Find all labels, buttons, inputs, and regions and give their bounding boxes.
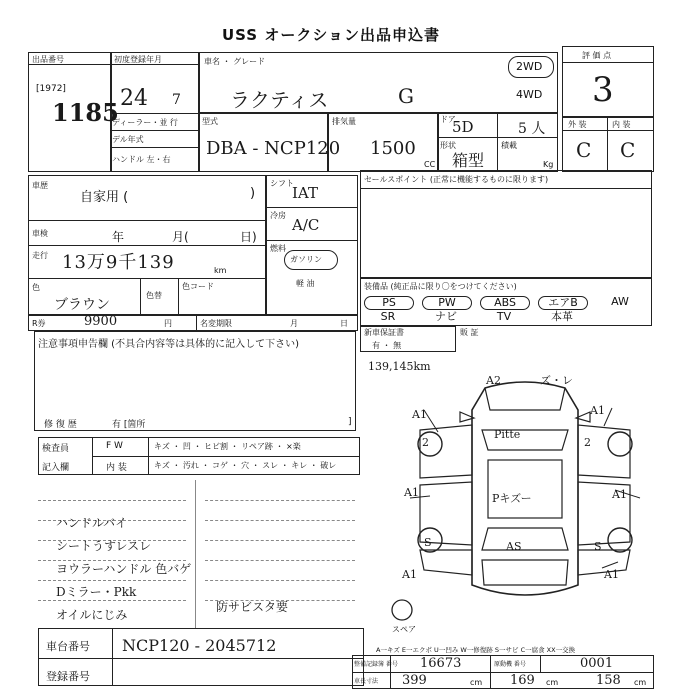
vehicle-name-label: 車名 ・ グレード — [204, 57, 266, 66]
diagram-damage-label: A1 — [604, 568, 619, 581]
fuel-gas: ガソリン — [290, 255, 322, 264]
fuel-light: 軽 油 — [296, 279, 315, 288]
diagram-damage-label: A1 — [412, 408, 427, 421]
interior-label: 内 装 — [612, 120, 631, 129]
width-value: 169 — [510, 673, 535, 688]
header-title: USS オークション出品申込書 — [222, 26, 441, 44]
inspection-label: 車検 — [32, 229, 48, 238]
memo-left-item: ヨウラーハンドル 色バゲ — [56, 562, 192, 576]
equipment-item: 本革 — [551, 310, 573, 323]
history-close: ) — [250, 186, 256, 201]
inspector-label-top: 検査員 — [42, 444, 70, 454]
term-month: 月 — [290, 319, 298, 328]
inspector-interior-label: 内 装 — [106, 463, 127, 473]
score-label: 評 価 点 — [582, 51, 612, 60]
color-value: ブラウン — [54, 297, 110, 313]
model-label: 型式 — [202, 117, 218, 126]
lot-sub-number: [1972] — [36, 84, 66, 94]
repair-close: ] — [348, 417, 352, 427]
cc-label: CC — [424, 160, 436, 169]
diagram-damage-label: Pキズー — [492, 492, 532, 505]
color-label: 色 — [32, 283, 40, 292]
km-label: km — [214, 266, 227, 275]
diagram-damage-label: Pitte — [494, 428, 521, 441]
diagram-damage-label: A1 — [612, 488, 627, 501]
spec-label: デル年式 — [112, 135, 144, 144]
displacement-value: 1500 — [370, 138, 416, 159]
repair-label: 修 復 歴 — [44, 420, 77, 430]
notes-label: 注意事項申告欄 (不具合内容等は具体的に記入して下さい) — [38, 339, 299, 350]
fw-label: F W — [106, 441, 123, 451]
load-label: 積載 — [501, 141, 517, 150]
dealer-label: ディーラー・並 行 — [112, 118, 178, 127]
length-cm: cm — [470, 678, 483, 687]
history-value: 自家用 ( — [80, 190, 129, 205]
length-value: 399 — [402, 673, 427, 688]
diagram-damage-label: 2 — [422, 436, 429, 449]
shape-label: 形状 — [440, 141, 456, 150]
shift-label: シフト — [270, 179, 294, 188]
fw-items: キズ ・ 凹 ・ ヒビ割 ・ リペア跡 ・ ×楽 — [154, 442, 301, 451]
memo-left-item: Dミラー・Pkk — [56, 585, 137, 599]
spare-label: スペア — [392, 625, 416, 634]
equipment-item: エアB — [538, 296, 588, 310]
lot-label: 出品番号 — [32, 55, 64, 64]
diagram-damage-label: S — [594, 540, 602, 553]
interior-score: C — [620, 138, 636, 162]
drive-2wd: 2WD — [516, 60, 543, 73]
diagram-damage-label: S — [424, 536, 432, 549]
inspection-day: 日) — [240, 230, 257, 244]
lot-number: 1185 — [52, 98, 119, 127]
selling-points-label: セールスポイント (正常に機能するものに限ります) — [364, 175, 549, 184]
color-code-label: 色コード — [182, 282, 214, 291]
height-value: 158 — [596, 673, 621, 688]
equipment-item: ナビ — [435, 310, 457, 323]
vehicle-model: DBA - NCP120 — [206, 138, 341, 159]
registration-year: 24 — [120, 86, 148, 111]
equipment-item: PS — [364, 296, 414, 310]
fuel-label: 燃料 — [270, 244, 286, 253]
equipment-item: PW — [422, 296, 472, 310]
diagram-damage-label: A2 — [486, 374, 501, 387]
kg-label: Kg — [543, 160, 554, 169]
memo-right-0: 防サビスタ要 — [216, 600, 289, 614]
drive-4wd: 4WD — [516, 88, 543, 101]
chassis-label: 車台番号 — [46, 640, 90, 653]
ac-value: A/C — [292, 216, 320, 234]
mileage-label: 走行 — [32, 251, 48, 260]
manual-value: 16673 — [420, 656, 462, 671]
inspection-year: 年 — [112, 230, 125, 244]
diagram-damage-label: A1 — [590, 404, 605, 417]
interior-items: キズ ・ 汚れ ・ コゲ ・ 穴 ・ スレ ・ キレ ・ 破レ — [154, 461, 337, 470]
manual-label: 整備記録簿 番号 — [354, 661, 398, 668]
equipment-item: ABS — [480, 296, 530, 310]
repair-value: 有 [箇所 — [112, 420, 146, 430]
equipment-item: SR — [380, 310, 396, 323]
recycle-yen: 円 — [164, 319, 172, 328]
warranty-value: 有 ・ 無 — [372, 341, 402, 350]
diagram-damage-label: ズ・レ — [540, 374, 573, 387]
memo-left-item: オイルにじみ — [56, 608, 128, 622]
exterior-label: 外 装 — [568, 120, 587, 129]
doors-label: ドア — [440, 115, 456, 124]
equipment-item: AW — [611, 295, 629, 308]
term-day: 日 — [340, 319, 348, 328]
engine-label: 原動機 番号 — [494, 661, 526, 668]
vehicle-grade: G — [398, 84, 414, 108]
inspection-month: 月( — [172, 230, 189, 244]
doors-value: 5D — [452, 118, 474, 136]
color-change-label: 色替 — [146, 291, 162, 300]
exterior-score: C — [576, 138, 592, 162]
registration-month: 7 — [172, 92, 181, 108]
chassis-value: NCP120 - 2045712 — [122, 636, 277, 655]
diagram-damage-label: 2 — [584, 436, 591, 449]
diagram-mileage-note: 139,145km — [368, 360, 431, 373]
warranty-label: 新車保証書 — [364, 328, 404, 337]
damage-codes: A一キズ E一エクボ U一凹み W一修復跡 S一サビ C一腐食 XX一交換 — [376, 646, 576, 654]
card-label: 販 証 — [460, 328, 479, 337]
ac-label: 冷房 — [270, 211, 286, 220]
seats-value: 5 人 — [518, 121, 546, 137]
shift-value: IAT — [292, 184, 318, 202]
equipment-label: 装備品 (純正品に限り〇をつけてください) — [364, 282, 517, 291]
equipment-item: TV — [496, 310, 512, 323]
diagram-damage-label: A1 — [402, 568, 417, 581]
vehicle-name: ラクティス — [230, 88, 329, 112]
recycle-box — [28, 315, 358, 331]
recycle-label: R券 — [32, 319, 46, 328]
engine-value: 0001 — [580, 656, 614, 671]
diagram-damage-label: AS — [506, 540, 522, 553]
registration-label: 初度登録年月 — [114, 55, 162, 64]
displacement-label: 排気量 — [332, 117, 356, 126]
selling-points-box — [360, 170, 652, 278]
term-label: 名変期限 — [200, 319, 232, 328]
inspector-label-bottom: 記入欄 — [42, 463, 70, 473]
score-value: 3 — [592, 70, 614, 110]
handle-label: ハンドル 左・右 — [112, 155, 171, 164]
history-label: 車歴 — [32, 181, 48, 190]
height-cm: cm — [634, 678, 647, 687]
mileage-value: 13万9千139 — [62, 252, 175, 273]
diagram-damage-label: A1 — [404, 486, 419, 499]
length-label: 車長寸法 — [354, 678, 379, 685]
recycle-value: 9900 — [84, 314, 118, 329]
memo-left-item: ハンドルバイ — [56, 516, 128, 530]
width-cm: cm — [546, 678, 559, 687]
memo-left-item: シートうすレスレ — [56, 539, 152, 553]
shape-value: 箱型 — [452, 151, 485, 170]
registration-number-label: 登録番号 — [46, 670, 90, 683]
